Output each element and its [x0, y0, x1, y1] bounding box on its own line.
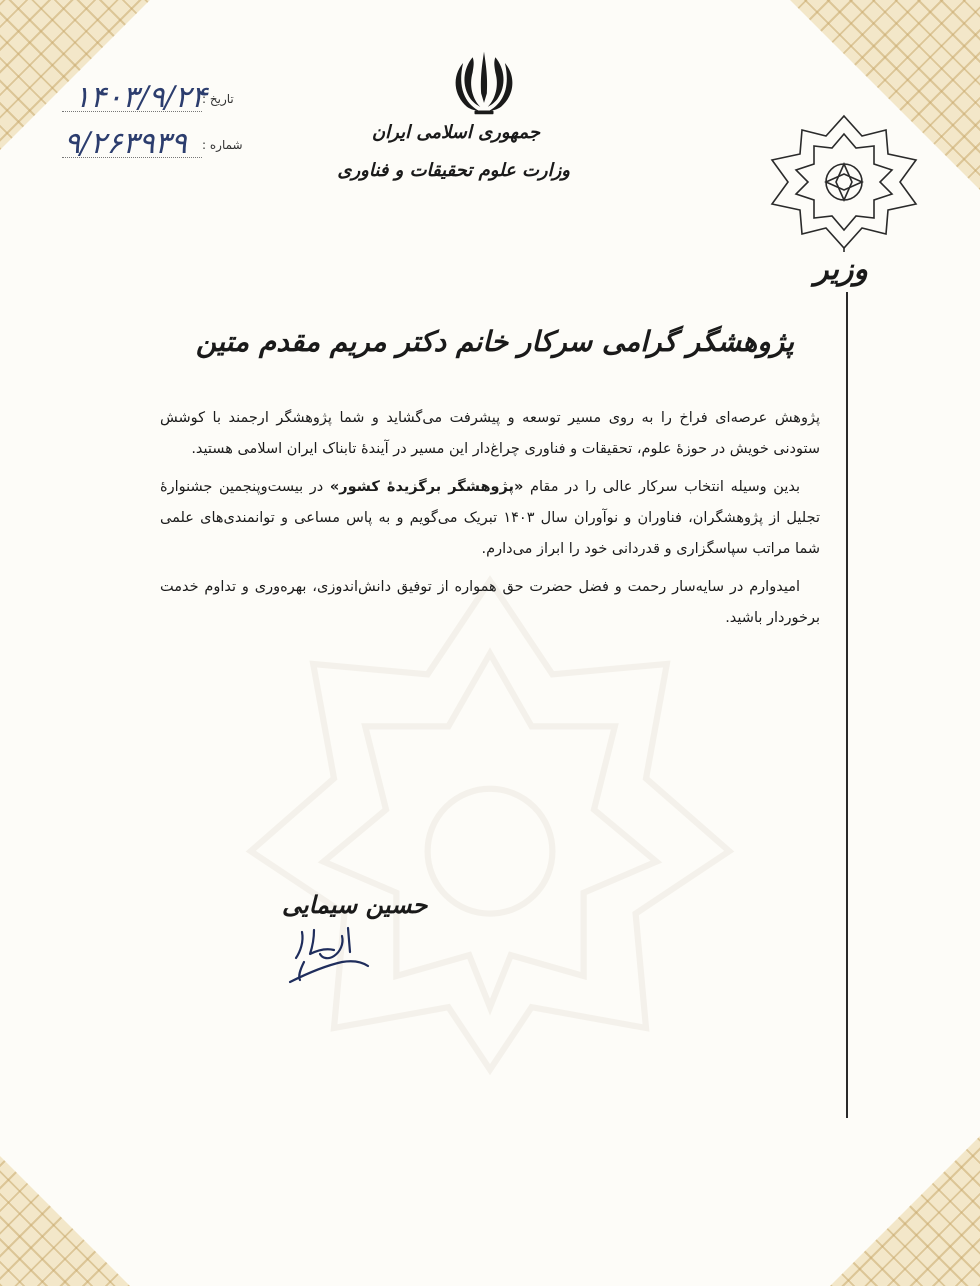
margin-rule	[846, 292, 848, 1118]
islamic-ornament-icon	[764, 112, 924, 252]
signer-name: حسین سیمایی	[282, 890, 428, 919]
minister-label: وزیر	[814, 252, 868, 287]
number-value: ۹/۲۶۳۹۳۹	[64, 126, 187, 161]
ministry-heading: وزارت علوم تحقیقات و فناوری	[337, 160, 570, 181]
paragraph-3: امیدوارم در سایه‌سار رحمت و فضل حضرت حق همواره از توفیق دانش‌اندوزی، بهره‌وری و تداوم خدمت برخوردار باشید.	[160, 579, 820, 626]
paragraph-2	[160, 472, 820, 565]
corner-pattern-bottom-right	[830, 1136, 980, 1286]
paragraph-2-before: بدین وسیله انتخاب سرکار عالی را در مقام	[529, 479, 800, 495]
republic-heading: جمهوری اسلامی ایران	[371, 122, 540, 143]
corner-pattern-bottom-left	[0, 1156, 130, 1286]
paragraph-2-highlight: «پژوهشگر برگزیدهٔ کشور»	[329, 479, 524, 495]
paragraph-2-after: در بیست‌وپنجمین جشنوارهٔ تجلیل از پژوهشگران، فناوران و نوآوران سال ۱۴۰۳ تبریک می‌گویم و به پاس مساعی و توانمندی‌های علمی شما مراتب سپاسگزاری و قدردانی خود را ابراز می‌دارم.	[160, 479, 820, 557]
handwritten-signature-icon	[284, 918, 374, 990]
number-label: شماره :	[202, 138, 243, 152]
salutation: پژوهشگر گرامی سرکار خانم دکتر مریم مقدم متین	[195, 325, 794, 358]
date-value: ۱۴۰۳/۹/۲۴	[74, 80, 208, 115]
date-label: تاریخ :	[202, 92, 234, 106]
letter-body	[160, 403, 820, 641]
iran-emblem-icon	[446, 44, 522, 120]
paragraph-1: پژوهش عرصه‌ای فراخ را به روی مسیر توسعه و پیشرفت می‌گشاید و شما پژوهشگر ارجمند با کوشش ستودنی خویش در حوزهٔ علوم، تحقیقات و فناوری چراغ‌دار این مسیر در آیندهٔ تابناک ایران اسلامی هستید.	[160, 410, 820, 457]
